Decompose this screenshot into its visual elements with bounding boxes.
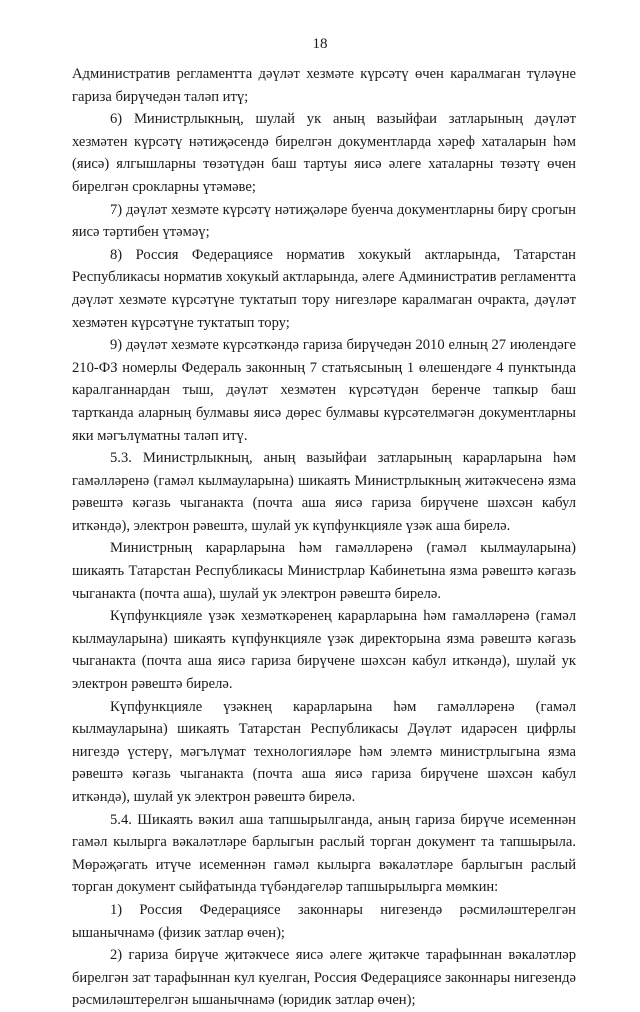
section-5-3: 5.3. Министрлыкның, аның вазыйфаи затларының карарларына һәм гамәлләренә (гамәл кылмауларына) шикаять Министрлыкның житәкчесенә язма рәвештә кәгазь чыганакта (почта аша яисә гариза бирүчене шәхсән кабул иткәндә), электрон рәвештә, шулай ук күпфункцияле үзәк аша бирелә. — [72, 450, 576, 534]
sublist-item-1: 1) Россия Федерациясе законнары нигезендә рәсмиләштерелгән ышанычнамә (физик затлар өчен); — [72, 901, 576, 941]
paragraph-minister-complaint: Министрның карарларына һәм гамәлләренә (гамәл кылмауларына) шикаять Татарстан Республикасы Министрлар Кабинетына язма рәвештә кәгазь чыганакта (почта аша), шулай ук электрон рәвештә бирелә. — [72, 540, 576, 602]
list-item-7: 7) дәүләт хезмәте күрсәтү нәтиҗәләре буенча документларны бирү срогын яисә тәртибен үтәмәү; — [72, 201, 576, 241]
list-item-8: 8) Россия Федерациясе норматив хокукый актларында, Татарстан Республикасы норматив хокукый актларында, әлеге Административ регламентта дәүләт хезмәте күрсәтүне туктатып тору нигезләре каралмаган очракта, дәүләт хезмәтен күрсәтүне туктатып тору; — [72, 246, 576, 331]
section-5-4: 5.4. Шикаять вәкил аша тапшырылганда, аның гариза бирүче исеменнән гамәл кылырга вәкаләтләре барлыгын раслый торган документ та тапшырыла. Мөрәҗәгать итүче исеменнән гамәл кылырга вәкаләтләре барлыгын раслый торган документ сыйфатында түбәндәгеләр тапшырылырга мөмкин: — [72, 811, 576, 896]
sublist-item-2: 2) гариза бирүче җитәкчесе яисә әлеге җитәкче тарафыннан вәкаләтләр бирелгән зат тарафыннан кул куелган, Россия Федерациясе законнары нигезендә рәсмиләштерелгән ышанычнамә (юридик затлар өчен); — [72, 947, 576, 1009]
paragraph-continuation: Административ регламентта дәүләт хезмәте күрсәтү өчен каралмаган түләүне гариза бирүчедән таләп итү; — [72, 66, 576, 105]
document-body — [72, 63, 576, 1012]
paragraph-mfc-complaint: Күпфункцияле үзәкнең карарларына һәм гамәлләренә (гамәл кылмауларына) шикаять Татарстан Республикасы Дәүләт идарәсен цифрлы нигездә үстерү, мәгълүмат технологияләре һәм элемтә министрлыгына язма рәвештә кәгазь чыганакта (почта аша яисә гариза бирүчене шәхсән кабул иткәндә), шулай ук электрон рәвештә бирелә. — [72, 698, 576, 805]
list-item-6: 6) Министрлыкның, шулай ук аның вазыйфаи затларының дәүләт хезмәтен күрсәтү нәтиҗәсендә бирелгән документларда хәреф хаталарын һәм (яисә) ялгышларны төзәтүдән баш тартуы яисә әлеге хаталарны төзәтү өчен бирелгән срокларны үтәмәве; — [72, 111, 576, 195]
page-number: 18 — [312, 36, 328, 52]
paragraph-mfc-employee-complaint: Күпфункцияле үзәк хезмәткәренең карарларына һәм гамәлләренә (гамәл кылмауларына) шикаять күпфункцияле үзәк директорына язма рәвештә кәгазь чыганакта (почта аша яисә гариза бирүчене шәхсән кабул иткәндә), шулай ук электрон рәвештә бирелә. — [72, 608, 576, 693]
list-item-9: 9) дәүләт хезмәте күрсәткәндә гариза бирүчедән 2010 елның 27 июлендәге 210-ФЗ номерлы Федераль законның 7 статьясының 1 өлешендәге 4 пунктында каралганнардан тыш, дәүләт хезмәтен күрсәтүдән беренче тапкыр баш тартканда аларның булмавы яисә дөрес булмавы күрсәтелмәгән документларны яки мәгълүматны таләп итү. — [72, 337, 576, 444]
